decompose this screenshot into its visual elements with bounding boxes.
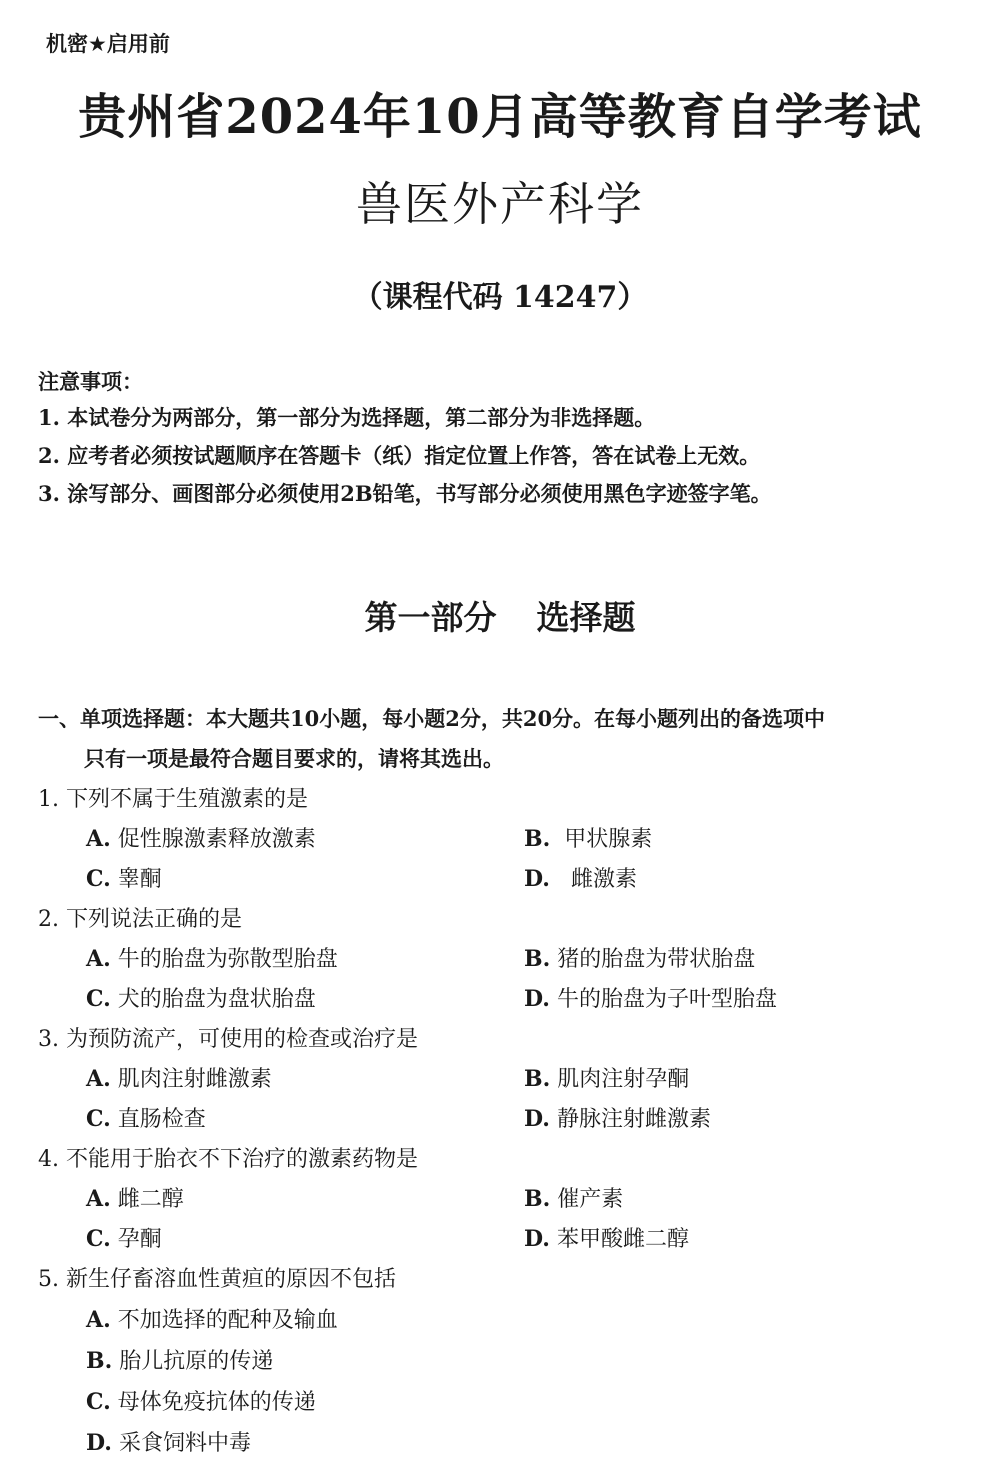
question-stem: 2. 下列说法正确的是: [38, 907, 242, 932]
notice-heading: 注意事项：: [38, 369, 143, 394]
part-title: [0, 592, 1000, 639]
option-label: D.: [524, 866, 550, 892]
question-stem: 3. 为预防流产，可使用的检查或治疗是: [38, 1027, 418, 1052]
option-text: 直肠检查: [117, 1107, 206, 1132]
part-title-a: 第一部分: [364, 598, 497, 637]
section-instruction: 一、单项选择题：本大题共10小题，每小题2分，共20分。在每小题列出的备选项中: [38, 706, 826, 731]
option-item: [86, 1062, 272, 1093]
option-text: 静脉注射雌激素: [556, 1107, 711, 1132]
option-label: D.: [524, 1226, 550, 1252]
option-label: D.: [524, 986, 550, 1012]
option-text: 猪的胎盘为带状胎盘: [557, 947, 756, 972]
option-item: [86, 1426, 251, 1457]
option-item: [86, 822, 316, 853]
option-text: 苯甲酸雌二醇: [556, 1227, 689, 1252]
option-text: 雌激素: [570, 867, 637, 892]
subject-title: 兽医外产科学: [356, 177, 644, 231]
option-label: A.: [86, 1186, 111, 1212]
option-item: [86, 942, 338, 973]
option-item: [524, 1222, 689, 1253]
option-item: [524, 862, 637, 893]
option-item: [86, 1222, 162, 1253]
option-text: 牛的胎盘为弥散型胎盘: [117, 947, 338, 972]
part-title-b: 选择题: [536, 598, 636, 637]
notice-item: 2. 应考者必须按试题顺序在答题卡（纸）指定位置上作答，答在试卷上无效。: [38, 443, 761, 468]
option-label: C.: [86, 1226, 111, 1252]
option-label: B.: [524, 946, 551, 972]
option-label: B.: [524, 826, 551, 852]
question-stem: 5. 新生仔畜溶血性黄疸的原因不包括: [38, 1267, 396, 1292]
option-item: [86, 982, 316, 1013]
option-label: A.: [86, 1066, 111, 1092]
notice-item: 3. 涂写部分、画图部分必须使用2B铅笔，书写部分必须使用黑色字迹签字笔。: [38, 481, 772, 506]
confidential-mark: 机密★启用前: [46, 32, 170, 56]
option-item: [86, 1182, 184, 1213]
option-label: A.: [86, 1307, 111, 1333]
option-text: 肌肉注射雌激素: [117, 1067, 272, 1092]
option-text: 肌肉注射孕酮: [557, 1067, 690, 1092]
option-text: 睾酮: [117, 867, 162, 892]
question-stem: 1. 下列不属于生殖激素的是: [38, 787, 308, 812]
option-text: 甲状腺素: [564, 827, 653, 852]
option-item: [524, 1102, 711, 1133]
option-text: 促性腺激素释放激素: [117, 827, 316, 852]
option-label: B.: [524, 1066, 551, 1092]
option-label: D.: [524, 1106, 550, 1132]
section-instruction-cont: 只有一项是最符合题目要求的，请将其选出。: [84, 746, 504, 771]
option-item: [524, 982, 777, 1013]
course-code: （课程代码 14247）: [352, 280, 648, 315]
option-label: B.: [86, 1348, 113, 1374]
option-text: 不加选择的配种及输血: [117, 1308, 338, 1333]
option-text: 牛的胎盘为子叶型胎盘: [556, 987, 777, 1012]
exam-title: 贵州省2024年10月高等教育自学考试: [78, 89, 922, 145]
option-label: A.: [86, 826, 111, 852]
option-text: 孕酮: [117, 1227, 162, 1252]
option-text: 采食饲料中毒: [118, 1431, 251, 1456]
option-item: [86, 1102, 206, 1133]
option-label: C.: [86, 1389, 111, 1415]
option-item: [86, 1303, 338, 1334]
option-item: [524, 942, 755, 973]
option-text: 催产素: [557, 1187, 624, 1212]
option-text: 胎儿抗原的传递: [119, 1349, 274, 1374]
option-item: [86, 1385, 316, 1416]
option-text: 母体免疫抗体的传递: [117, 1390, 316, 1415]
option-item: [86, 1344, 273, 1375]
notice-item: 1. 本试卷分为两部分，第一部分为选择题，第二部分为非选择题。: [38, 405, 656, 430]
option-item: [524, 1062, 689, 1093]
option-label: D.: [86, 1430, 112, 1456]
option-text: 犬的胎盘为盘状胎盘: [117, 987, 316, 1012]
option-label: C.: [86, 986, 111, 1012]
option-text: 雌二醇: [117, 1187, 184, 1212]
option-item: [524, 1182, 623, 1213]
question-stem: 4. 不能用于胎衣不下治疗的激素药物是: [38, 1147, 418, 1172]
option-label: A.: [86, 946, 111, 972]
option-label: C.: [86, 1106, 111, 1132]
option-label: C.: [86, 866, 111, 892]
option-item: [86, 862, 162, 893]
option-label: B.: [524, 1186, 551, 1212]
option-item: [524, 822, 652, 853]
